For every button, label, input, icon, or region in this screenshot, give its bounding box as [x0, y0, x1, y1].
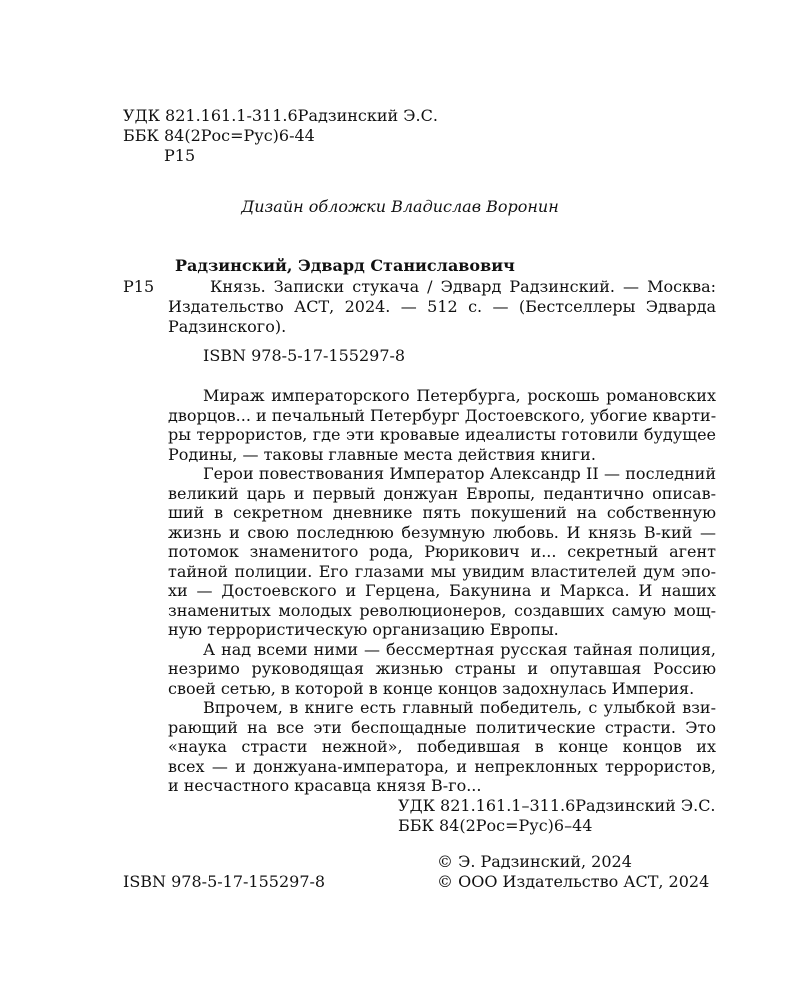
annotation-line: незримо руководящая жизнью страны и опутавшая Россию [168, 659, 716, 678]
annotation-line: ную террористическую организацию Европы. [168, 620, 559, 639]
annotation-line: и несчастного красавца князя В-го... [168, 776, 482, 795]
annotation-line: Впрочем, в книге есть главный победитель, с улыбкой взи- [203, 698, 716, 717]
annotation-line: дворцов... и печальный Петербург Достоевского, убогие кварти- [168, 405, 717, 425]
catalog-author-mark: Р15 [123, 277, 155, 296]
catalog-line: Издательство АСТ, 2024. — 512 с. — (Бестселлеры Эдварда [168, 297, 716, 316]
footer-bbk-code: ББК 84(2Рос=Рус)6–44 [398, 816, 593, 835]
annotation-line: «наука страсти нежной», победившая в конце концов их [168, 737, 716, 756]
annotation-line: знаменитых молодых революционеров, создавших самую мощ- [168, 600, 716, 620]
author-heading: Радзинский, Эдвард Станиславович [175, 256, 515, 275]
annotation-line: ры террористов, где эти кровавые идеалисты готовили будущее [168, 425, 716, 444]
annotation-line: Герои повествования Император Александр II — последний [203, 464, 716, 483]
annotation-line: великий царь и первый донжуан Европы, педантично описав- [168, 483, 716, 503]
catalog-line: Радзинского). [168, 317, 287, 336]
annotation-line: рающий на все эти беспощадные политические страсти. Это [168, 717, 716, 737]
cover-design-credit: Дизайн обложки Владислав Воронин [241, 197, 559, 216]
annotation-line: А над всеми ними — бессмертная русская тайная полиция, [203, 639, 716, 659]
bbk-code: ББК 84(2Рос=Рус)6-44 [123, 126, 315, 145]
annotation-line: ший в секретном дневнике пять покушений на собственную [168, 503, 716, 522]
copyright-publisher: © ООО Издательство АСТ, 2024 [437, 872, 710, 891]
annotation-line: Мираж императорского Петербурга, роскошь романовских [203, 386, 716, 405]
catalog-isbn: ISBN 978-5-17-155297-8 [203, 346, 406, 365]
annotation-line: хи — Достоевского и Герцена, Бакунина и Маркса. И наших [168, 581, 716, 600]
udk-code: УДК 821.161.1-311.6Радзинский Э.С. [123, 106, 438, 125]
copyright-author: © Э. Радзинский, 2024 [437, 852, 632, 871]
footer-isbn: ISBN 978-5-17-155297-8 [123, 872, 326, 891]
annotation-line: своей сетью, в которой в конце концов задохнулась Империя. [168, 678, 695, 698]
author-mark: Р15 [164, 146, 196, 165]
annotation-line: потомок знаменитого рода, Рюрикович и... секретный агент [168, 542, 716, 561]
annotation-line: Родины, — таковы главные места действия книги. [168, 444, 596, 464]
catalog-line: Князь. Записки стукача / Эдвард Радзинский. — Москва: [210, 277, 716, 296]
footer-udk-code: УДК 821.161.1–311.6Радзинский Э.С. [398, 796, 716, 815]
annotation-line: тайной полиции. Его глазами мы увидим властителей дум эпо- [168, 561, 716, 581]
annotation-line: всех — и донжуана-императора, и непреклонных террористов, [168, 756, 716, 776]
annotation-line: жизнь и свою последнюю безумную любовь. И князь В-кий — [168, 522, 716, 542]
